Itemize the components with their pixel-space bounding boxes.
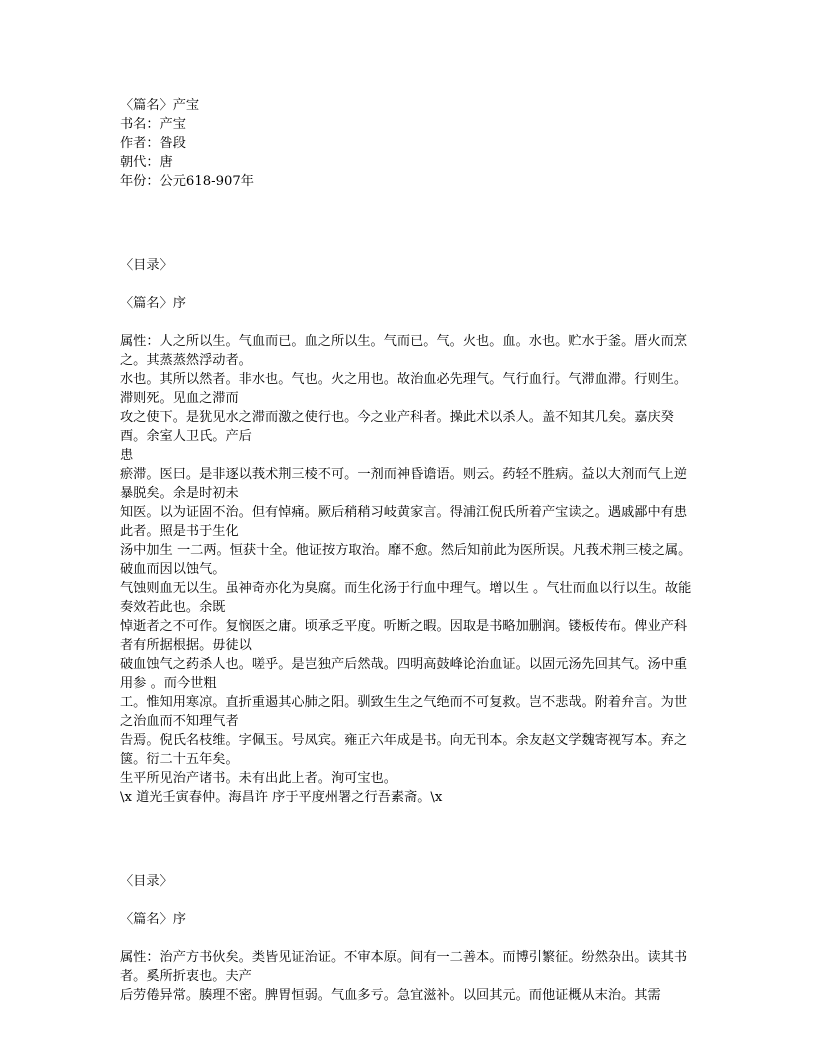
document-header xyxy=(120,96,700,191)
author-name: 作者：昝段 xyxy=(120,136,186,151)
toc-heading: 〈目录〉 xyxy=(120,258,173,273)
text-line: 属性：治产方书伙矣。类皆见证治证。不审本原。间有一二善本。而博引繁征。纷然杂出。读其书者。奚所折衷也。夫产 xyxy=(120,950,688,984)
text-line: 汤中加生 一二两。恒获十全。他证按方取治。靡不愈。然后知前此为医所误。凡莪术荆三棱之属。破血而因以蚀气。 xyxy=(120,543,692,577)
book-name: 书名：产宝 xyxy=(120,117,186,132)
spacer xyxy=(120,891,700,910)
text-line: 悼逝者之不可作。复悯医之庸。顷承乏平度。听断之暇。因取是书略加删润。镂板传布。俾业产科者有所据根据。毋徒以 xyxy=(120,619,688,653)
text-line: 知医。以为证固不治。但有悼痛。厥后稍稍习岐黄家言。得浦江倪氏所着产宝读之。遇戚鄙中有患此者。照是书于生化 xyxy=(120,505,688,539)
text-line: 攻之使下。是犹见水之滞而激之使行也。今之业产科者。操此术以杀人。盖不知其几矣。嘉庆癸酉。余室人卫氏。产后 xyxy=(120,410,674,444)
text-line: 破血蚀气之药杀人也。嗟乎。是岂独产后然哉。四明高鼓峰论治血证。以固元汤先回其气。汤中重用参 。而今世粗 xyxy=(120,657,688,691)
text-line: 告焉。倪氏名枝维。字佩玉。号凤宾。雍正六年成是书。向无刊本。余友赵文学魏寄视写本。弃之箧。衍二十五年矣。 xyxy=(120,733,688,767)
text-line: 气蚀则血无以生。虽神奇亦化为臭腐。而生化汤于行血中理气。增以生 。气壮而血以行以生。故能奏效若此也。余既 xyxy=(120,581,692,615)
document-page xyxy=(120,96,700,1005)
text-line: 患 xyxy=(120,448,134,463)
toc-heading: 〈目录〉 xyxy=(120,874,173,889)
text-line: 水也。其所以然者。非水也。气也。火之用也。故治血必先理气。气行血行。气滞血滞。行则生。滞则死。见血之滞而 xyxy=(120,372,688,406)
chapter-heading: 〈篇名〉序 xyxy=(120,296,186,311)
spacer xyxy=(120,191,700,256)
text-line: 工。惟知用寒凉。直折重遏其心肺之阳。驯致生生之气绝而不可复救。岂不悲哉。附着弁言。为世之治血而不知理气者 xyxy=(120,695,688,729)
text-line: 后劳倦异常。腠理不密。脾胃恒弱。气血多亏。急宜滋补。以回其元。而他证概从末治。其需 xyxy=(120,988,661,1003)
section-preface-1 xyxy=(120,256,700,807)
section-preface-2 xyxy=(120,872,700,1005)
spacer xyxy=(120,807,700,872)
text-line: 瘀滞。医曰。是非逐以莪术荆三棱不可。一剂而神昏谵语。则云。药轻不胜病。益以大剂而气上逆暴脱矣。余是时初未 xyxy=(120,467,688,501)
spacer xyxy=(120,313,700,332)
chapter-title: 〈篇名〉产宝 xyxy=(120,98,200,113)
text-line: \x 道光壬寅春仲。海昌许 序于平度州署之行吾素斋。\x xyxy=(120,790,443,805)
dynasty: 朝代：唐 xyxy=(120,155,173,170)
spacer xyxy=(120,275,700,294)
text-line: 生平所见治产诸书。未有出此上者。洵可宝也。 xyxy=(120,771,397,786)
years: 年份：公元618-907年 xyxy=(120,174,254,189)
spacer xyxy=(120,929,700,948)
text-line: 属性：人之所以生。气血而已。血之所以生。气而已。气。火也。血。水也。贮水于釜。厝火而烹之。其蒸蒸然浮动者。 xyxy=(120,334,688,368)
chapter-heading: 〈篇名〉序 xyxy=(120,912,186,927)
